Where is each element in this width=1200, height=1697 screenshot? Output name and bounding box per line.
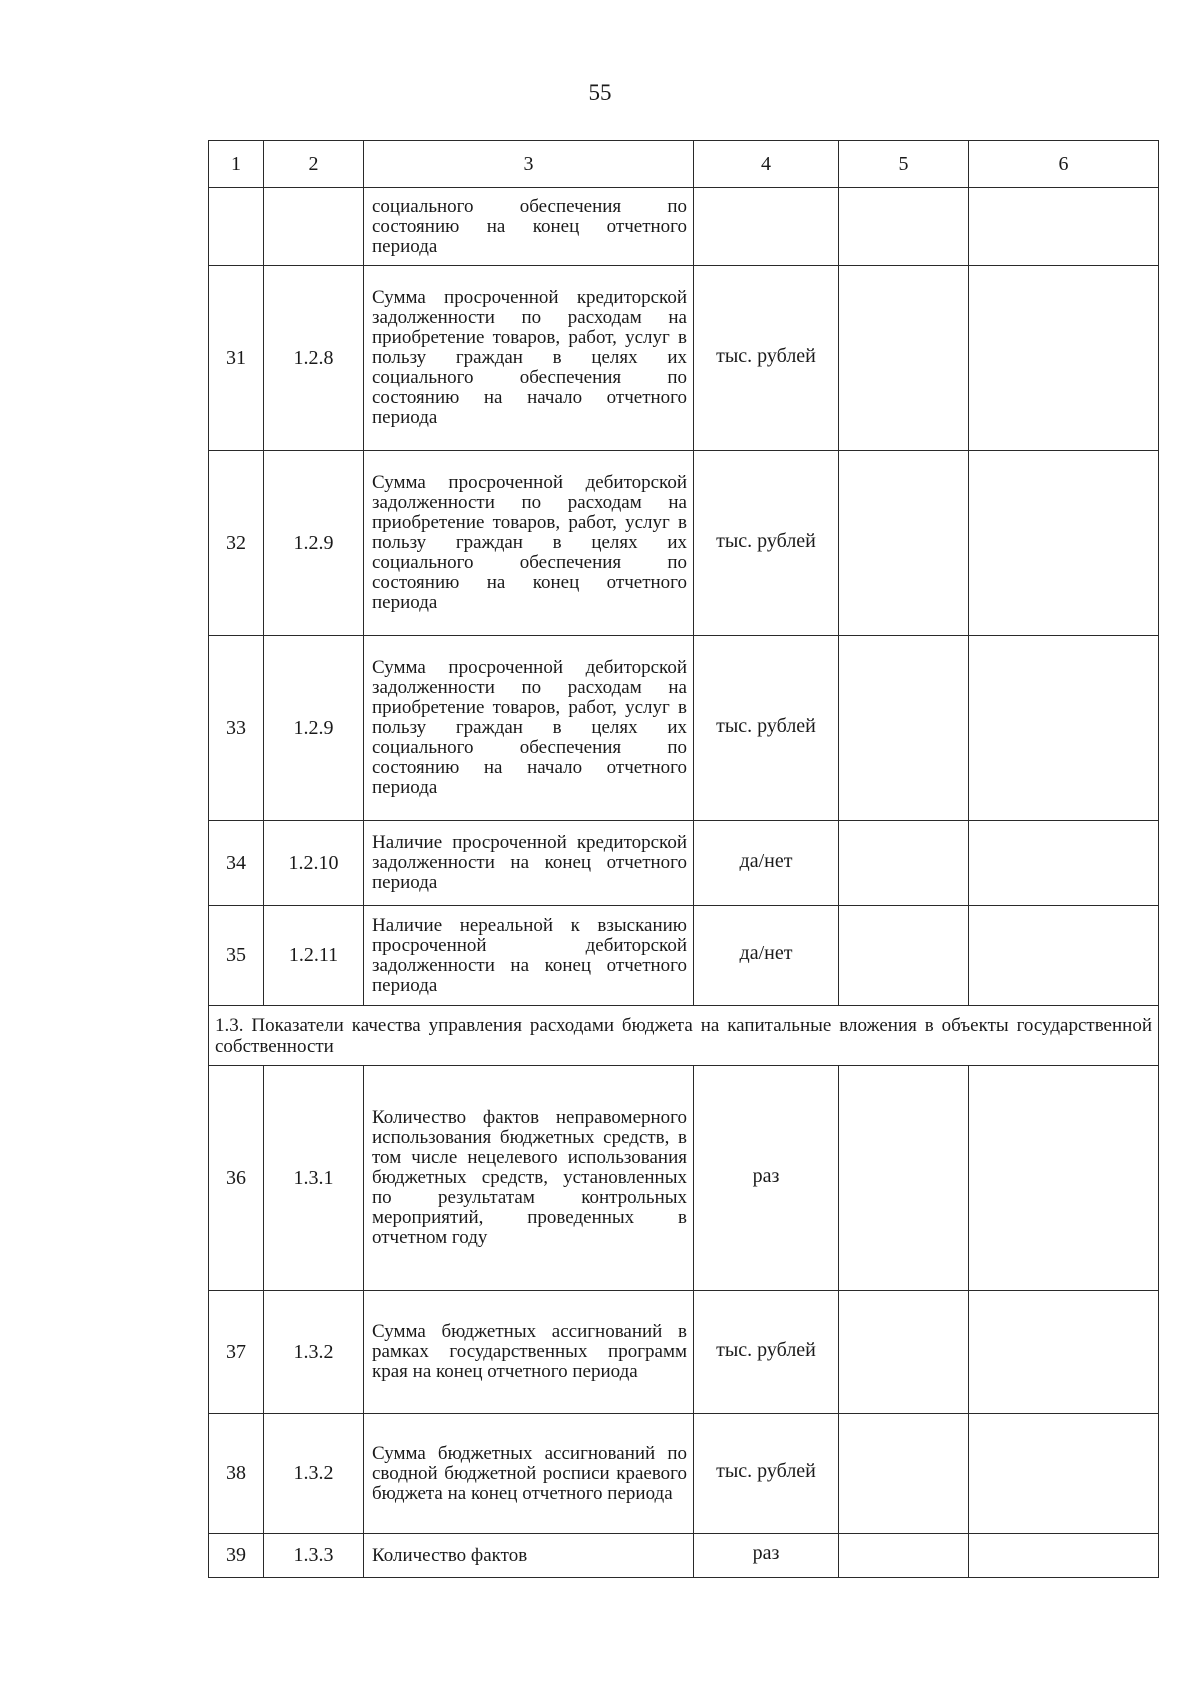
row-value-6 [969,1291,1159,1414]
row-number: 35 [209,906,264,1006]
row-value-6 [969,1414,1159,1534]
header-row [209,141,1159,188]
row-description: Количество фактов неправомерного использования бюджетных средств, в том числе нецелевого использования бюджетных средств, установленных по результатам контрольных мероприятий, проведенных в отчетном году [364,1066,694,1291]
row-code: 1.3.2 [264,1291,364,1414]
row-unit: тыс. рублей [694,636,839,821]
row-value-6 [969,636,1159,821]
table-row [209,821,1159,906]
row-value-5 [839,636,969,821]
row-description: Сумма бюджетных ассигнований по сводной бюджетной росписи краевого бюджета на конец отчетного периода [364,1414,694,1534]
row-value-5 [839,188,969,266]
row-value-5 [839,1291,969,1414]
row-unit: да/нет [694,906,839,1006]
row-unit: тыс. рублей [694,1414,839,1534]
row-description: Сумма просроченной дебиторской задолженности по расходам на приобретение товаров, работ, услуг в пользу граждан в целях их социального обеспечения по состоянию на начало отчетного периода [364,636,694,821]
indicators-table [208,140,1159,1578]
section-row [209,1006,1159,1066]
row-value-5 [839,821,969,906]
table-row [209,1414,1159,1534]
row-number: 36 [209,1066,264,1291]
table-row [209,1534,1159,1578]
row-description: Количество фактов [364,1534,694,1578]
row-unit: тыс. рублей [694,1291,839,1414]
row-value-6 [969,1066,1159,1291]
row-value-6 [969,906,1159,1006]
row-description: Наличие просроченной кредиторской задолженности на конец отчетного периода [364,821,694,906]
table-row [209,451,1159,636]
table-row [209,1291,1159,1414]
row-unit: раз [694,1066,839,1291]
row-code: 1.3.1 [264,1066,364,1291]
row-code: 1.2.8 [264,266,364,451]
row-number [209,188,264,266]
row-value-5 [839,906,969,1006]
page-number: 55 [588,80,612,105]
row-value-6 [969,266,1159,451]
row-number: 33 [209,636,264,821]
row-unit [694,188,839,266]
row-value-5 [839,266,969,451]
row-code: 1.2.10 [264,821,364,906]
row-code: 1.3.2 [264,1414,364,1534]
table-row [209,636,1159,821]
column-header: 5 [839,141,969,188]
row-number: 32 [209,451,264,636]
row-code: 1.2.9 [264,451,364,636]
row-description: Сумма просроченной кредиторской задолженности по расходам на приобретение товаров, работ, услуг в пользу граждан в целях их социального обеспечения по состоянию на начало отчетного периода [364,266,694,451]
row-number: 38 [209,1414,264,1534]
row-value-6 [969,821,1159,906]
row-number: 39 [209,1534,264,1578]
row-code: 1.2.11 [264,906,364,1006]
section-title: 1.3. Показатели качества управления расходами бюджета на капитальные вложения в объекты государственной собственности [209,1006,1159,1066]
row-value-6 [969,451,1159,636]
row-code: 1.3.3 [264,1534,364,1578]
row-number: 31 [209,266,264,451]
column-header: 1 [209,141,264,188]
row-description: Сумма просроченной дебиторской задолженности по расходам на приобретение товаров, работ, услуг в пользу граждан в целях их социального обеспечения по состоянию на конец отчетного периода [364,451,694,636]
row-unit: тыс. рублей [694,266,839,451]
row-value-5 [839,1066,969,1291]
column-header: 2 [264,141,364,188]
row-value-6 [969,1534,1159,1578]
row-description: социального обеспечения по состоянию на конец отчетного периода [364,188,694,266]
row-value-5 [839,1534,969,1578]
row-code [264,188,364,266]
row-value-6 [969,188,1159,266]
row-description: Сумма бюджетных ассигнований в рамках государственных программ края на конец отчетного периода [364,1291,694,1414]
table-row [209,1066,1159,1291]
row-unit: раз [694,1534,839,1578]
row-value-5 [839,451,969,636]
row-number: 37 [209,1291,264,1414]
table-row [209,266,1159,451]
table-row [209,906,1159,1006]
row-value-5 [839,1414,969,1534]
table-row [209,188,1159,266]
row-unit: тыс. рублей [694,451,839,636]
row-code: 1.2.9 [264,636,364,821]
column-header: 3 [364,141,694,188]
row-number: 34 [209,821,264,906]
column-header: 4 [694,141,839,188]
row-description: Наличие нереальной к взысканию просроченной дебиторской задолженности на конец отчетного периода [364,906,694,1006]
row-unit: да/нет [694,821,839,906]
column-header: 6 [969,141,1159,188]
